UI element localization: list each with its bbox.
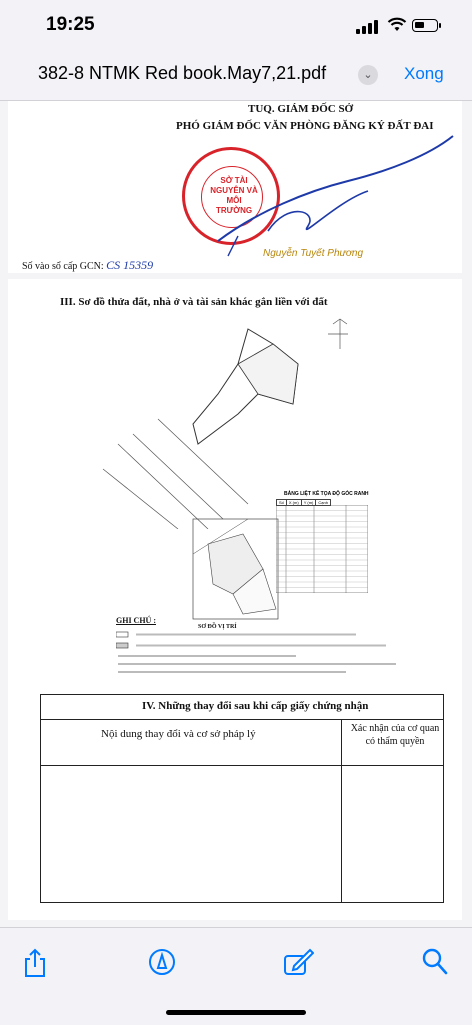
- pdf-viewer[interactable]: [0, 101, 472, 927]
- coord-table-title: BẢNG LIỆT KÊ TỌA ĐỘ GÓC RANH: [284, 491, 369, 497]
- coord-header-edge: Cạnh: [316, 500, 331, 506]
- nav-bar: [0, 50, 472, 101]
- status-bar: [0, 0, 472, 50]
- coord-header-no: Số: [277, 500, 287, 506]
- signer-title-line1: TUQ. GIÁM ĐỐC SỞ: [248, 103, 354, 115]
- done-button[interactable]: Xong: [404, 64, 444, 83]
- home-indicator: [166, 1010, 306, 1015]
- pdf-page-1: [8, 101, 462, 273]
- pencil-icon[interactable]: [284, 948, 314, 976]
- section-4-title: IV. Những thay đổi sau khi cấp giấy chứng nhận: [142, 700, 369, 712]
- site-map-label: SƠ ĐỒ VỊ TRÍ: [198, 624, 237, 630]
- search-icon[interactable]: [422, 948, 448, 976]
- col-header-changes: Nội dung thay đổi và cơ sở pháp lý: [101, 728, 256, 740]
- register-number: CS 15359: [106, 258, 154, 272]
- notes-legend: [116, 629, 406, 689]
- signer-name: Nguyễn Tuyết Phương: [263, 248, 364, 259]
- signer-title-line2: PHÓ GIÁM ĐỐC VĂN PHÒNG ĐĂNG KÝ ĐẤT ĐAI: [176, 120, 434, 132]
- col-header-confirm: Xác nhận của cơ quan có thẩm quyền: [350, 723, 440, 747]
- handwritten-signature: [198, 131, 458, 261]
- site-map: [188, 514, 283, 624]
- status-time: 19:25: [46, 14, 95, 35]
- share-icon[interactable]: [22, 948, 48, 978]
- register-line: [22, 258, 153, 273]
- document-title: 382-8 NTMK Red book.May7,21.pdf: [38, 63, 327, 83]
- coord-header-y: Y (m): [301, 500, 316, 506]
- wifi-icon: [387, 17, 407, 33]
- notes-title: GHI CHÚ :: [116, 616, 156, 625]
- stamp-text: SỞ TÀI NGUYÊN VÀ MÔI TRƯỜNG: [210, 176, 258, 215]
- register-label: Số vào sổ cấp GCN:: [22, 261, 104, 272]
- changes-table: [40, 694, 444, 903]
- pdf-page-2: [8, 279, 462, 920]
- coord-header-x: X (m): [286, 500, 301, 506]
- coord-table-body: [276, 505, 368, 593]
- battery-icon: [412, 19, 438, 32]
- markup-icon[interactable]: [148, 948, 176, 976]
- signal-icon: [356, 20, 378, 34]
- chevron-down-icon[interactable]: ⌄: [358, 65, 378, 85]
- section-3-title: III. Sơ đồ thửa đất, nhà ở và tài sản khác gắn liền với đất: [60, 296, 328, 308]
